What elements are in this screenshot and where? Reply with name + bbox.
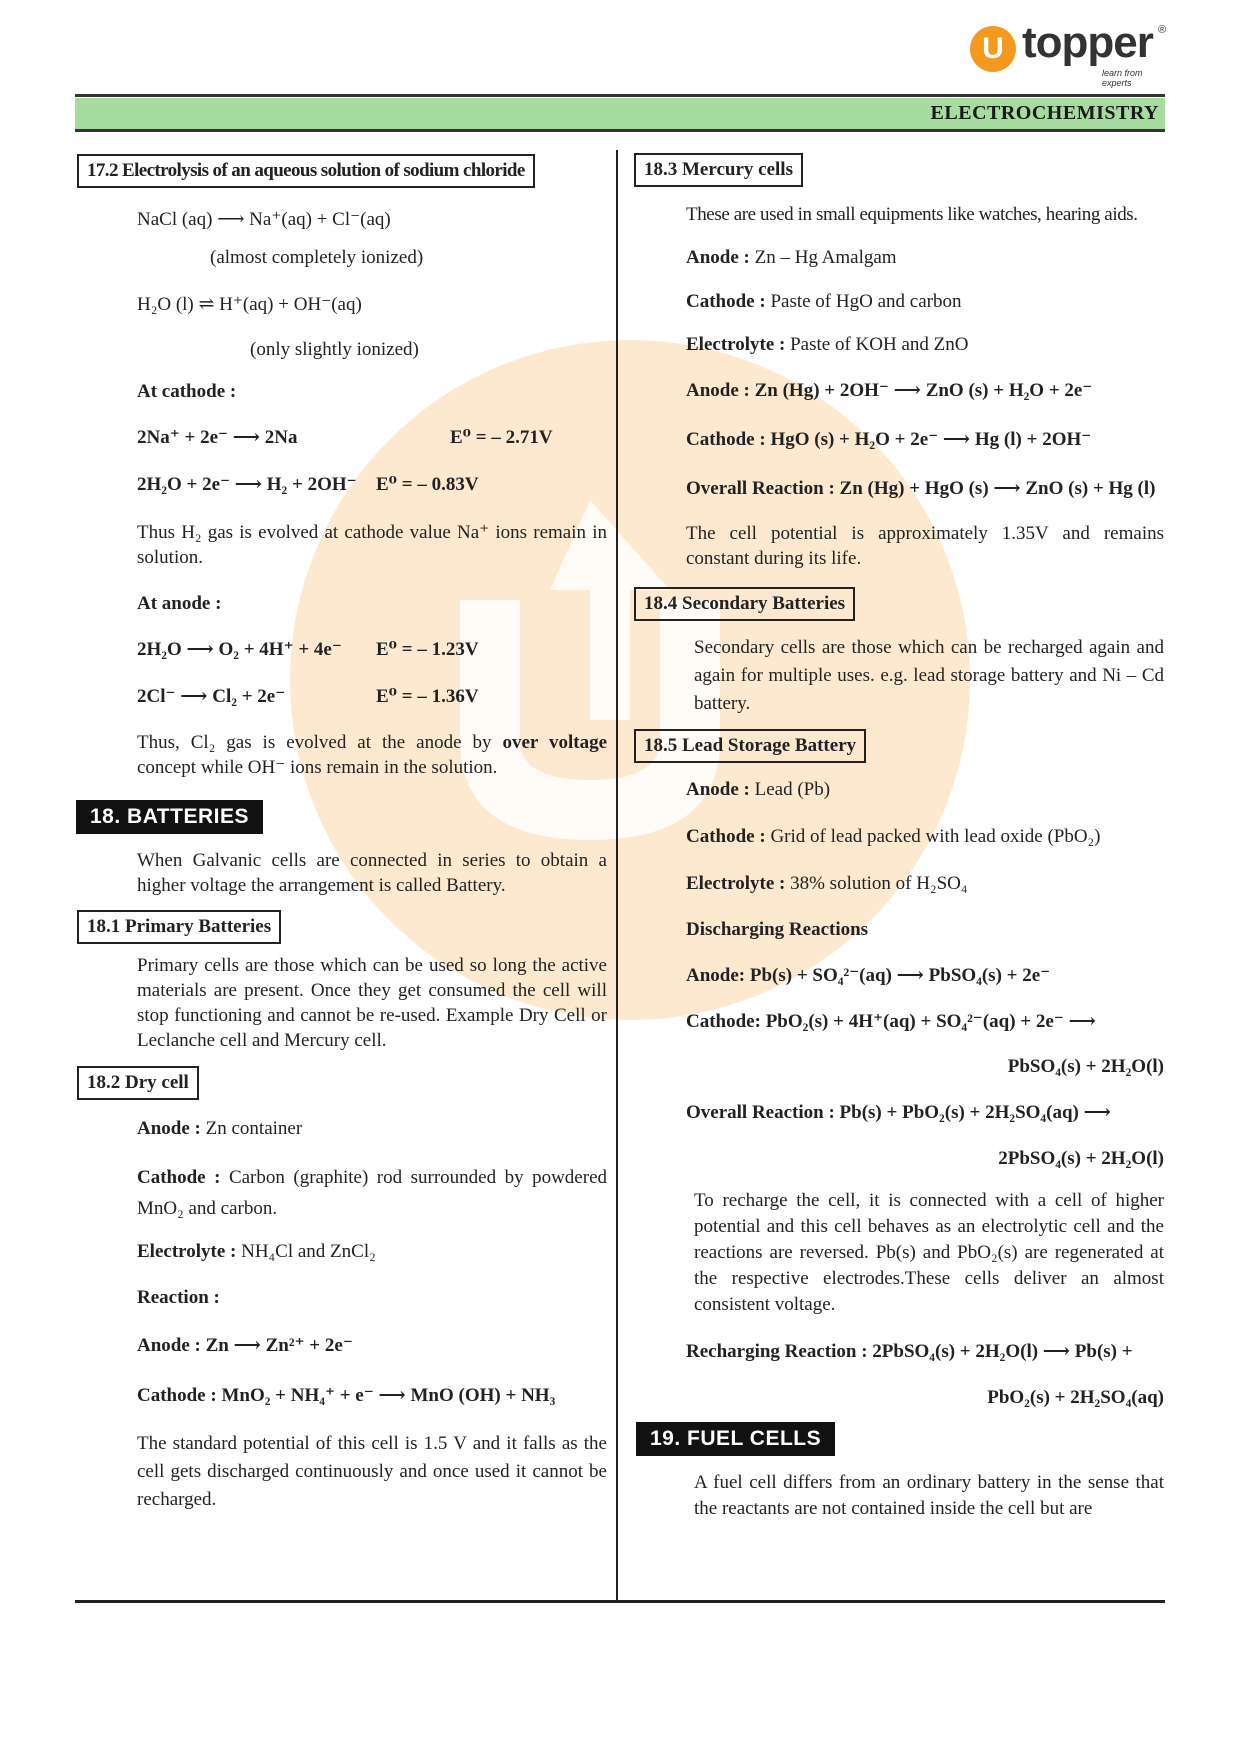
discharge-overall-products: 2PbSO₄(s) + 2H₂O(l) [998,1148,1164,1169]
mercury-cathode-reaction: Cathode : HgO (s) + H₂O + 2e⁻ ⟶ Hg (l) + 2OH⁻ [686,429,1092,450]
recharge-text: To recharge the cell, it is connected with a cell of higher potential and this cell behaves as an electrolytic cell and the reactions are reversed. Pb(s) and PbO₂(s) are regenerated at the respective electrodes.These cells deliver an almost consistent voltage. [694,1190,1164,1315]
mercury-cell-cathode-label: Cathode : [686,291,766,312]
dry-cell-anode-value: Zn container [200,1118,303,1139]
discharge-cathode-products: PbSO₄(s) + 2H₂O(l) [1007,1056,1164,1077]
lead-battery-anode-value: Lead (Pb) [749,779,831,800]
discharge-anode-reaction: Anode: Pb(s) + SO₄²⁻(aq) ⟶ PbSO₄(s) + 2e⁻ [686,965,1051,986]
section-18-5-heading: 18.5 Lead Storage Battery [634,729,866,763]
recharging-reaction: Recharging Reaction : 2PbSO₄(s) + 2H₂O(l) ⟶ Pb(s) + [686,1341,1133,1362]
brand-logo [970,18,1170,88]
dry-cell-electrolyte-value: NH₄Cl and ZnCl₂ [236,1241,376,1262]
anode-equation-1: 2H₂O ⟶ O₂ + 4H⁺ + 4e⁻ [137,639,342,660]
dry-cell-anode-label: Anode : [137,1118,201,1139]
column-divider [616,150,618,1600]
lead-battery-cathode-label: Cathode : [686,826,766,847]
mercury-cell-electrolyte-label: Electrolyte : [686,334,786,355]
logo-tagline: learn from experts [1102,68,1143,88]
cathode-equation-1: 2Na⁺ + 2e⁻ ⟶ 2Na [137,427,298,448]
section-17-2-heading: 17.2 Electrolysis of an aqueous solution of sodium chloride [77,154,535,188]
mercury-anode-reaction: Anode : Zn (Hg) + 2OH⁻ ⟶ ZnO (s) + H₂O + 2e⁻ [686,380,1093,401]
logo-text: topper [1022,18,1153,67]
logo-registered: ® [1158,24,1167,36]
cathode-conclusion: Thus H₂ gas is evolved at cathode value Na⁺ ions remain in solution. [137,522,607,568]
fuel-cells-text: A fuel cell differs from an ordinary battery in the sense that the reactants are not contained inside the cell but are [694,1472,1164,1519]
anode-potential-2: E⁰ = – 1.36V [376,686,479,707]
secondary-batteries-text: Secondary cells are those which can be recharged again and again for multiple uses. e.g. lead storage battery and Ni – Cd battery. [694,637,1164,714]
dry-cell-cathode [137,1162,607,1224]
footer-rule [75,1600,1165,1603]
anode-label: At anode : [137,593,222,614]
cathode-potential-2: E⁰ = – 0.83V [376,474,479,495]
cathode-equation-2: 2H₂O + 2e⁻ ⟶ H₂ + 2OH⁻ [137,474,357,495]
lead-battery-electrolyte-label: Electrolyte : [686,873,786,894]
dry-cell-cathode-value: Carbon (graphite) rod surrounded by powdered MnO₂ and carbon. [137,1167,608,1219]
anode-conclusion-bold: over voltage [502,732,607,753]
section-18-2-heading: 18.2 Dry cell [77,1066,199,1100]
anode-conclusion [137,730,607,780]
lead-battery-electrolyte [686,872,968,896]
batteries-definition: When Galvanic cells are connected in series to obtain a higher voltage the arrangement is called Battery. [137,850,607,896]
mercury-cell-potential-text: The cell potential is approximately 1.35V and remains constant during its life. [686,523,1164,569]
section-18-1-heading: 18.1 Primary Batteries [77,910,281,944]
mercury-cell-anode-label: Anode : [686,247,750,268]
dry-cell-electrolyte-label: Electrolyte : [137,1241,237,1262]
mercury-cell-cathode [686,290,961,314]
anode-potential-1: E⁰ = – 1.23V [376,639,479,660]
chapter-title: ELECTROCHEMISTRY [930,102,1159,124]
section-18-heading: 18. BATTERIES [76,800,263,834]
dry-cell-potential-text: The standard potential of this cell is 1.5 V and it falls as the cell gets discharged continuously and once used it cannot be recharged. [137,1433,607,1510]
note-water: (only slightly ionized) [250,339,419,360]
mercury-cell-anode-value: Zn – Hg Amalgam [749,247,897,268]
chapter-band [75,98,1165,129]
discharge-cathode-reaction: Cathode: PbO₂(s) + 4H⁺(aq) + SO₄²⁻(aq) + 2e⁻ ⟶ [686,1011,1096,1032]
cathode-label: At cathode : [137,381,237,402]
anode-conclusion-part-2: concept while OH⁻ ions remain in the solution. [137,757,498,778]
discharge-overall-reaction: Overall Reaction : Pb(s) + PbO₂(s) + 2H₂SO₄(aq) ⟶ [686,1102,1111,1123]
dry-cell-anode-reaction: Anode : Zn ⟶ Zn²⁺ + 2e⁻ [137,1335,353,1356]
anode-conclusion-part-1: Thus, Cl₂ gas is evolved at the anode by [137,732,503,753]
dry-cell-electrolyte [137,1240,376,1264]
mercury-cell-cathode-value: Paste of HgO and carbon [765,291,962,312]
mercury-cell-electrolyte [686,333,968,357]
cathode-potential-1: E⁰ = – 2.71V [450,427,553,448]
mercury-cell-electrolyte-value: Paste of KOH and ZnO [785,334,969,355]
lead-battery-cathode [686,825,1101,849]
section-19-heading: 19. FUEL CELLS [636,1422,835,1456]
dry-cell-anode [137,1117,302,1141]
lead-battery-electrolyte-value: 38% solution of H₂SO₄ [785,873,968,894]
primary-batteries-text: Primary cells are those which can be used so long the active materials are present. Once they get consumed the cell will stop functioning and cannot be re-used. Example Dry Cell or Leclanche cell and Mercury cell. [137,955,607,1051]
equation-nacl: NaCl (aq) ⟶ Na⁺(aq) + Cl⁻(aq) [137,209,391,230]
mercury-overall-reaction: Overall Reaction : Zn (Hg) + HgO (s) ⟶ ZnO (s) + Hg (l) [686,478,1156,499]
section-18-3-heading: 18.3 Mercury cells [634,153,803,187]
mercury-cell-anode [686,246,897,270]
discharging-reactions-label: Discharging Reactions [686,919,869,940]
logo-mark-icon: U [970,26,1016,72]
anode-equation-2: 2Cl⁻ ⟶ Cl₂ + 2e⁻ [137,686,286,707]
lead-battery-anode-label: Anode : [686,779,750,800]
equation-water: H₂O (l) ⇌ H⁺(aq) + OH⁻(aq) [137,294,362,315]
lead-battery-anode [686,778,830,802]
lead-battery-cathode-value: Grid of lead packed with lead oxide (PbO₂) [765,826,1101,847]
dry-cell-cathode-reaction: Cathode : MnO₂ + NH₄⁺ + e⁻ ⟶ MnO (OH) + NH₃ [137,1385,556,1406]
section-18-4-heading: 18.4 Secondary Batteries [634,587,855,621]
note-nacl: (almost completely ionized) [210,247,424,268]
recharging-products: PbO₂(s) + 2H₂SO₄(aq) [987,1387,1164,1408]
header-underline [75,129,1165,132]
dry-cell-reaction-label: Reaction : [137,1287,220,1308]
mercury-cell-uses: These are used in small equipments like watches, hearing aids. [686,204,1138,225]
dry-cell-cathode-label: Cathode : [137,1167,221,1188]
header-rule [75,94,1165,97]
